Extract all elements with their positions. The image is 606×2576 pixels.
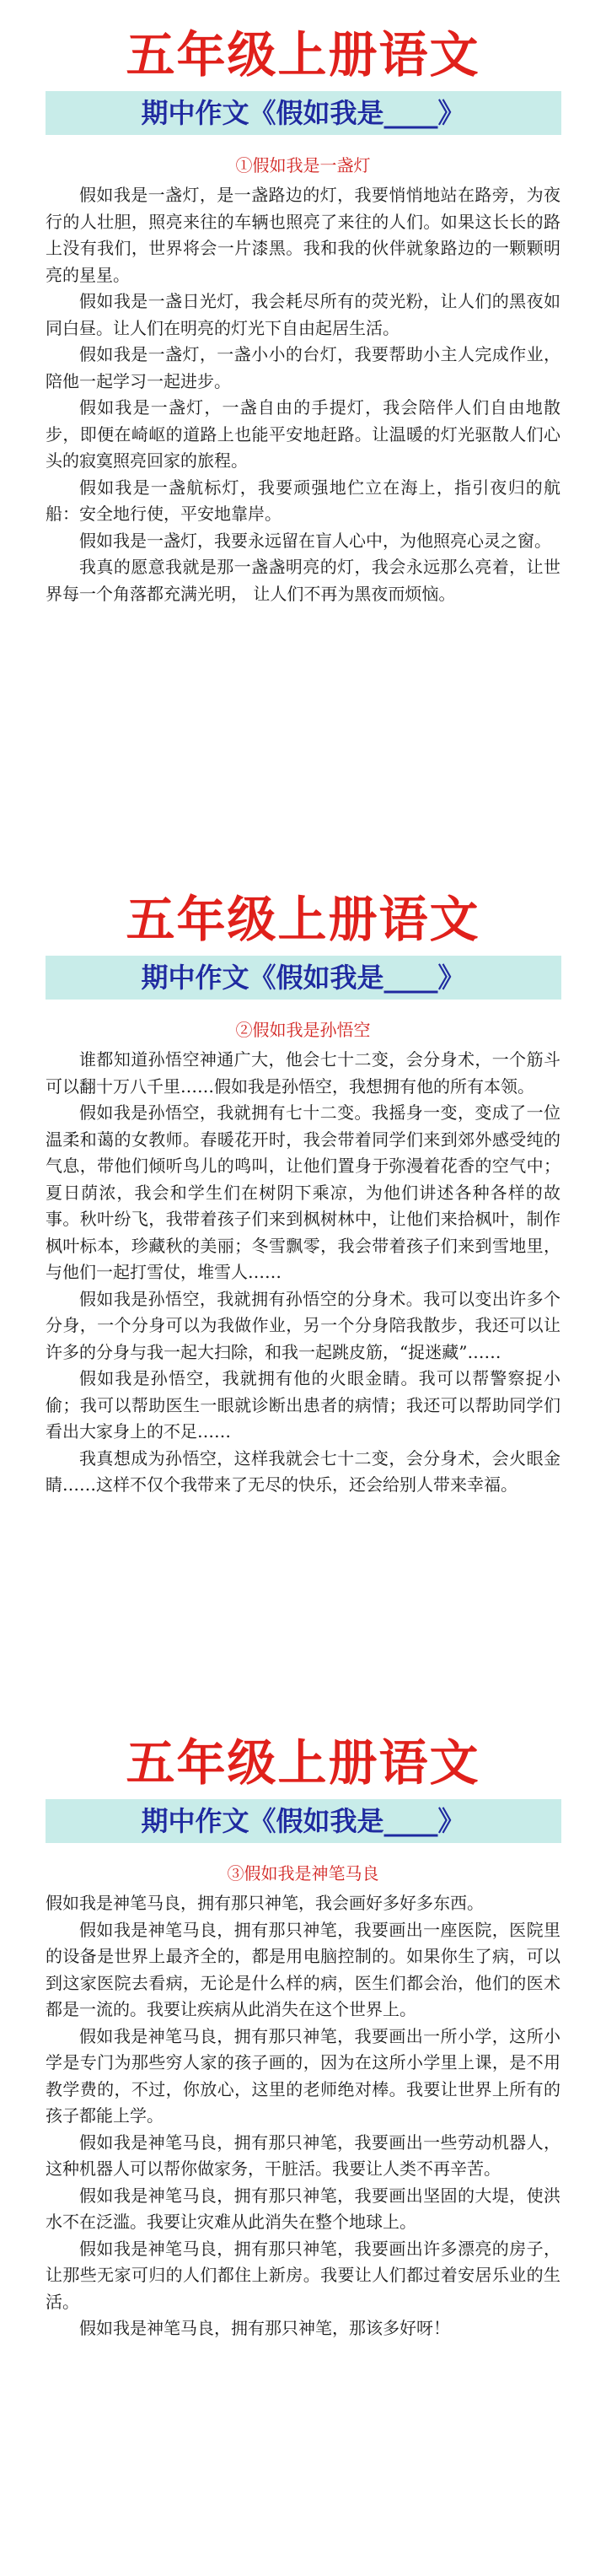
essay-paragraph: 我真的愿意我就是那一盏盏明亮的灯，我会永远那么亮着，让世界每一个角落都充满光明， 让人们不再为黑夜而烦恼。 xyxy=(46,557,560,604)
essay-body xyxy=(0,1042,606,1499)
subtitle-banner: 期中作文《假如我是____》 xyxy=(46,91,561,135)
subtitle-banner: 期中作文《假如我是____》 xyxy=(46,956,561,1000)
essay-paragraph: 我真想成为孙悟空，这样我就会七十二变，会分身术，会火眼金睛……这样不仅个我带来了无尽的快乐，还会给别人带来幸福。 xyxy=(46,1447,560,1495)
essay-paragraph: 假如我是神笔马良，拥有那只神笔，我要画出一座医院，医院里的设备是世界上最齐全的，都是用电脑控制的。如果你生了病，可以到这家医院去看病，无论是什么样的病，医生们都会治，他们的医术都是一流的。我要让疾病从此消失在这个世界上。 xyxy=(46,1919,560,2019)
essay-paragraph: 谁都知道孙悟空神通广大，他会七十二变，会分身术，一个筋斗可以翻十万八千里……假如我是孙悟空，我想拥有他的所有本领。 xyxy=(46,1049,560,1097)
essay-paragraph: 假如我是孙悟空，我就拥有他的火眼金睛。我可以帮警察捉小偷；我可以帮助医生一眼就诊断出患者的病情；我还可以帮助同学们看出大家身上的不足…… xyxy=(46,1368,560,1442)
essay-paragraph: 假如我是神笔马良，拥有那只神笔，那该多好呀！ xyxy=(79,2318,450,2338)
essay-paragraph: 假如我是一盏灯，一盏小小的台灯，我要帮助小主人完成作业，陪他一起学习一起进步。 xyxy=(46,344,560,391)
essay-paragraph: 假如我是神笔马良，拥有那只神笔，我要画出一些劳动机器人，这种机器人可以帮你做家务，干脏活。我要让人类不再辛苦。 xyxy=(46,2131,560,2179)
main-title: 五年级上册语文 xyxy=(126,26,480,84)
essay-section xyxy=(0,890,606,1499)
essay-paragraph: 假如我是神笔马良，拥有那只神笔，我要画出许多漂亮的房子，让那些无家可归的人们都住上新房。我要让人们都过着安居乐业的生活。 xyxy=(46,2238,560,2312)
essay-title: ①假如我是一盏灯 xyxy=(235,155,371,175)
essay-body xyxy=(0,1885,606,2342)
essay-paragraph: 假如我是一盏日光灯，我会耗尽所有的荧光粉，让人们的黑夜如同白昼。让人们在明亮的灯光下自由起居生活。 xyxy=(46,291,560,338)
essay-paragraph: 假如我是孙悟空，我就拥有孙悟空的分身术。我可以变出许多个分身，一个分身可以为我做作业，另一个分身陪我散步，我还可以让许多的分身与我一起大扫除，和我一起跳皮筋，“捉迷藏”…… xyxy=(46,1288,560,1362)
essay-paragraph: 假如我是一盏灯，是一盏路边的灯，我要悄悄地站在路旁，为夜行的人壮胆，照亮来往的车辆也照亮了来往的人们。如果这长长的路上没有我们，世界将会一片漆黑。我和我的伙伴就象路边的一颗颗明亮的星星。 xyxy=(46,185,560,285)
main-title: 五年级上册语文 xyxy=(126,1734,480,1792)
essay-title: ③假如我是神笔马良 xyxy=(227,1863,379,1883)
subtitle-banner: 期中作文《假如我是____》 xyxy=(46,1799,561,1843)
main-title: 五年级上册语文 xyxy=(126,891,480,948)
essay-section xyxy=(0,25,606,607)
essay-paragraph: 假如我是一盏灯，一盏自由的手提灯，我会陪伴人们自由地散步，即便在崎岖的道路上也能平安地赶路。让温暖的灯光驱散人们心头的寂寞照亮回家的旅程。 xyxy=(46,397,560,471)
essay-paragraph: 假如我是神笔马良，拥有那只神笔，我会画好多好多东西。 xyxy=(46,1893,484,1913)
essay-paragraph: 假如我是一盏灯，我要永远留在盲人心中，为他照亮心灵之窗。 xyxy=(79,530,551,551)
essay-section xyxy=(0,1733,606,2342)
essay-title: ②假如我是孙悟空 xyxy=(235,1020,371,1040)
essay-paragraph: 假如我是一盏航标灯，我要顽强地伫立在海上，指引夜归的航船：安全地行使，平安地靠岸。 xyxy=(46,477,560,524)
essay-paragraph: 假如我是神笔马良，拥有那只神笔，我要画出坚固的大堤，使洪水不在泛滥。我要让灾难从此消失在整个地球上。 xyxy=(46,2185,560,2232)
essay-paragraph: 假如我是孙悟空，我就拥有七十二变。我摇身一变，变成了一位温柔和蔼的女教师。春暖花开时，我会带着同学们来到郊外感受纯的气息，带他们倾听鸟儿的鸣叫，让他们置身于弥漫着花香的空气中；夏日荫浓，我会和学生们在树阴下乘凉，为他们讲述各种各样的故事。秋叶纷飞，我带着孩子们来到枫树林中，让他们来拾枫叶，制作枫叶标本，珍藏秋的美丽；冬雪飘零，我会带着孩子们来到雪地里，与他们一起打雪仗，堆雪人…… xyxy=(46,1102,560,1282)
essay-paragraph: 假如我是神笔马良，拥有那只神笔，我要画出一所小学，这所小学是专门为那些穷人家的孩子画的，因为在这所小学里上课，是不用教学费的，不过，你放心，这里的老师绝对棒。我要让世界上所有的孩子都能上学。 xyxy=(46,2025,560,2126)
essay-body xyxy=(0,177,606,607)
